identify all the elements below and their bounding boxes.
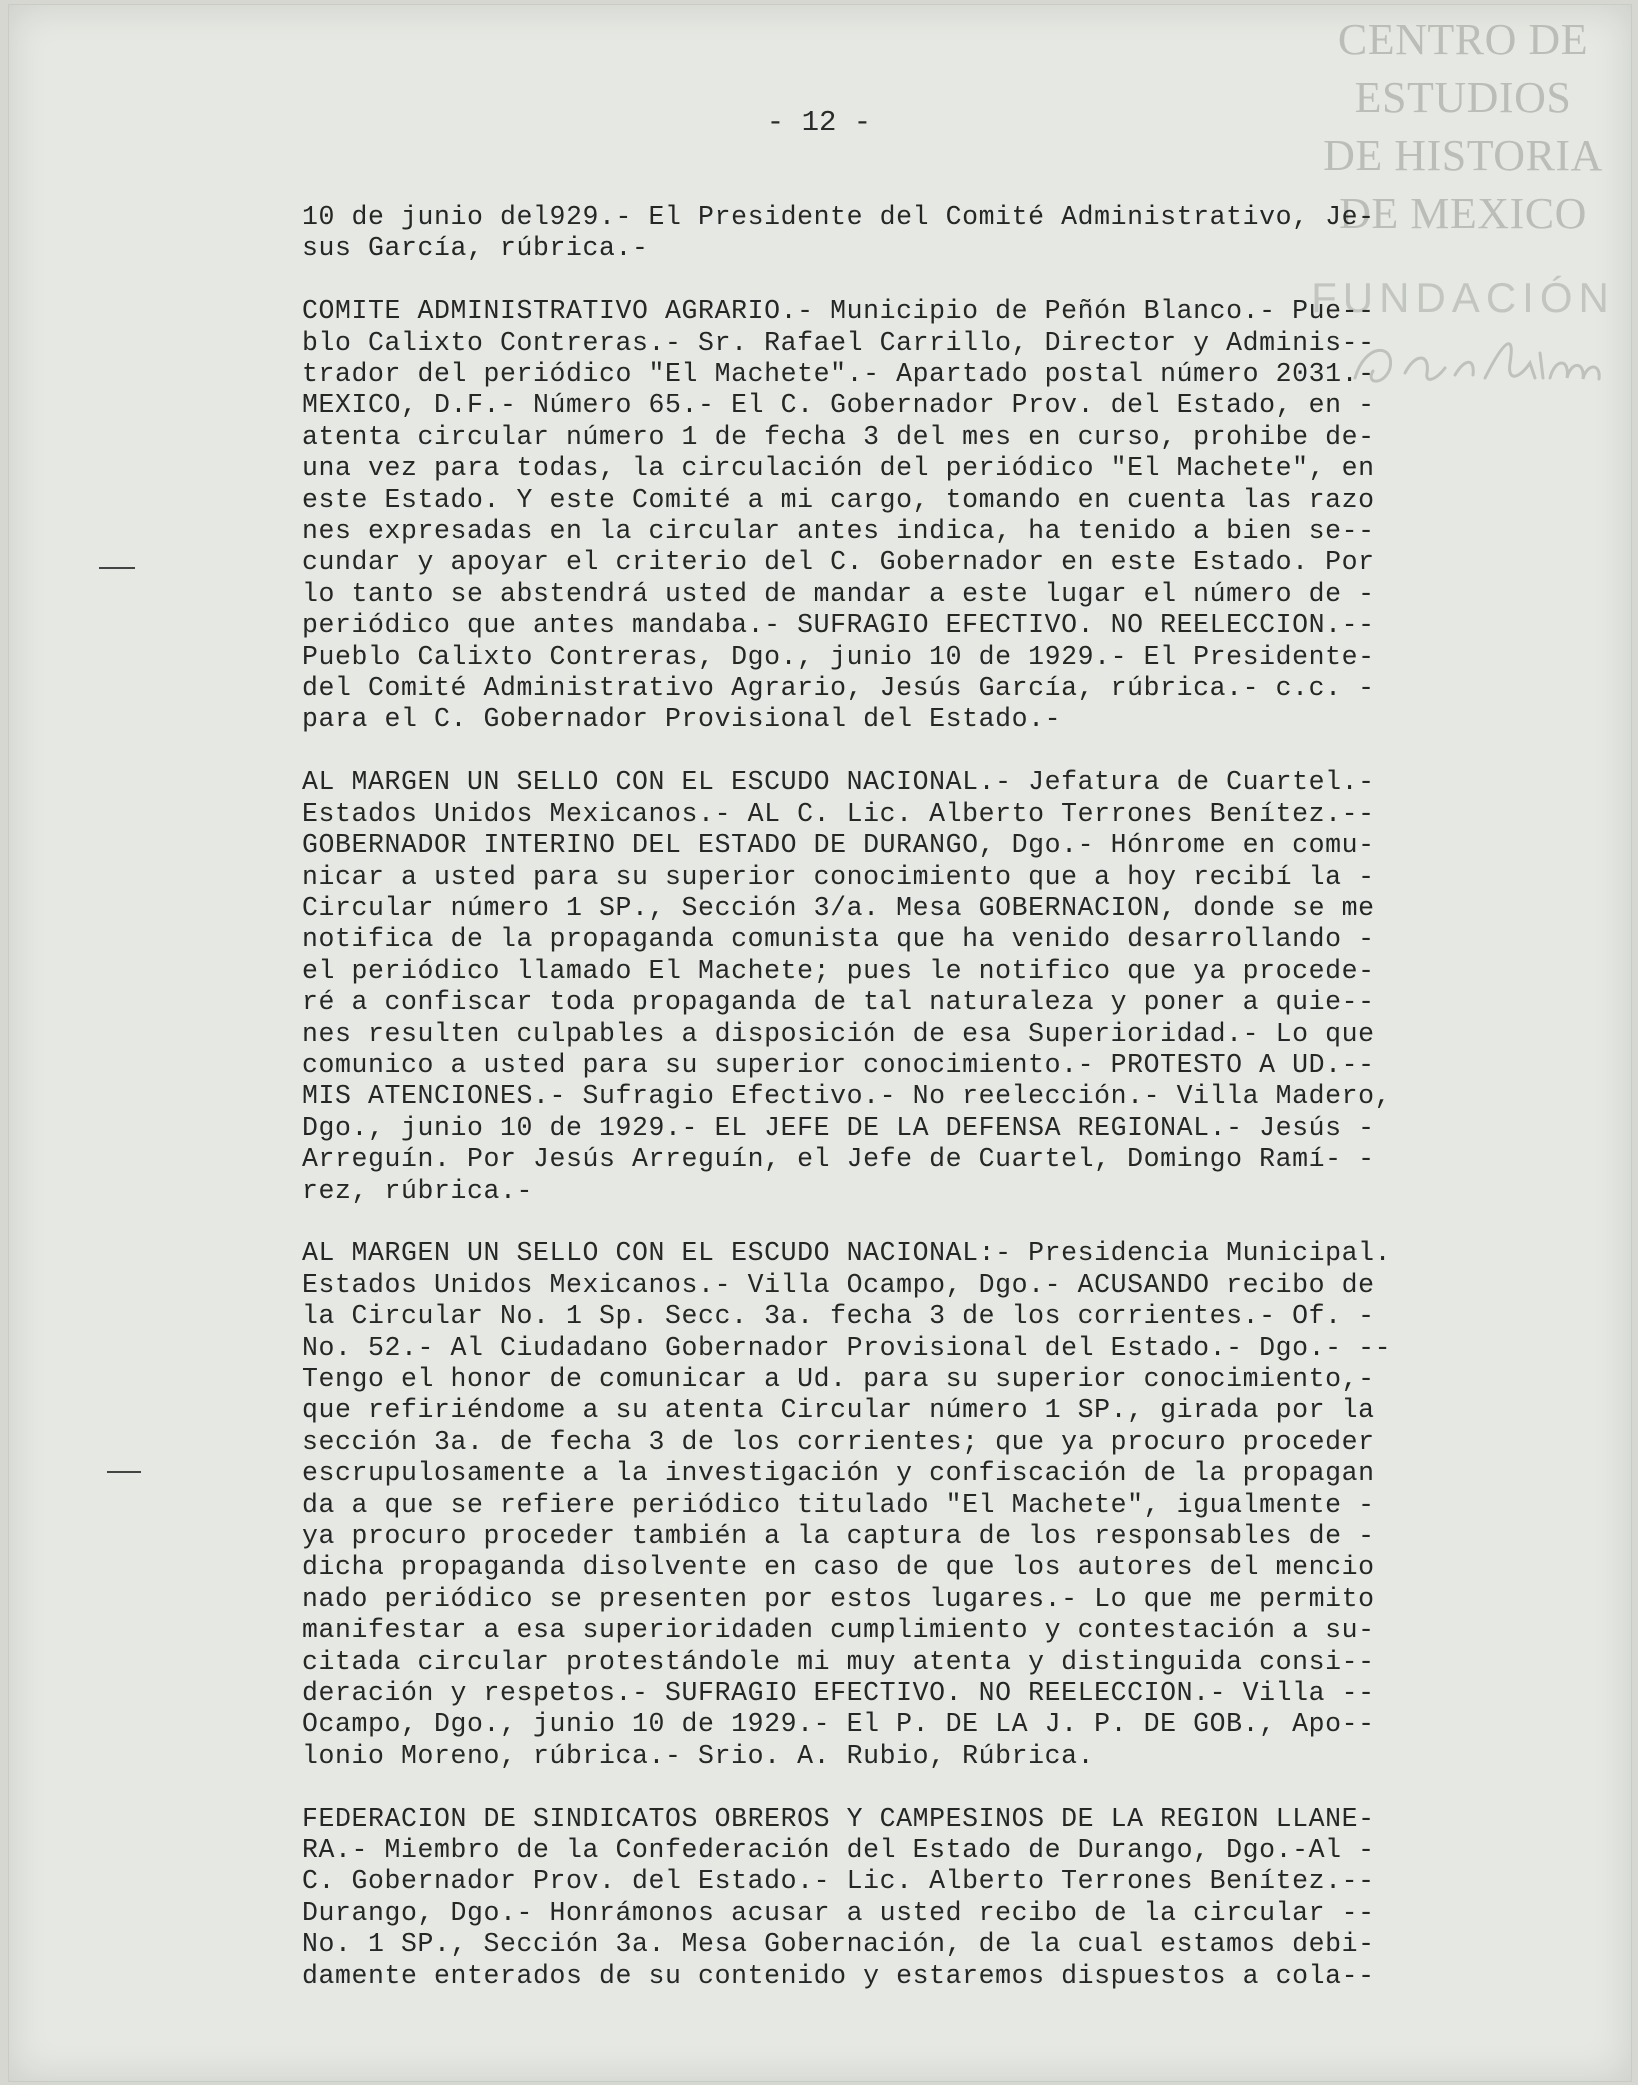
- text-line: blo Calixto Contreras.- Sr. Rafael Carrillo, Director y Adminis--: [302, 327, 1375, 358]
- watermark-line: DE MEXICO: [1339, 189, 1587, 238]
- text-line: Estados Unidos Mexicanos.- Villa Ocampo, Dgo.- ACUSANDO recibo de: [302, 1269, 1375, 1300]
- text-line: dicha propaganda disolvente en caso de que los autores del mencio: [302, 1552, 1375, 1583]
- text-line: Dgo., junio 10 de 1929.- EL JEFE DE LA DEFENSA REGIONAL.- Jesús -: [302, 1112, 1375, 1143]
- text-line: nado periódico se presenten por estos lugares.- Lo que me permito: [302, 1583, 1375, 1614]
- text-line: Tengo el honor de comunicar a Ud. para su superior conocimiento,-: [302, 1363, 1375, 1394]
- text-line: FEDERACION DE SINDICATOS OBREROS Y CAMPESINOS DE LA REGION LLANE-: [302, 1803, 1375, 1834]
- text-line: citada circular protestándole mi muy atenta y distinguida consi--: [302, 1646, 1375, 1677]
- text-line: sección 3a. de fecha 3 de los corrientes; que ya procuro proceder: [302, 1426, 1375, 1457]
- text-line: MIS ATENCIONES.- Sufragio Efectivo.- No reelección.- Villa Madero,: [302, 1081, 1392, 1112]
- text-line: del Comité Administrativo Agrario, Jesús García, rúbrica.- c.c. -: [302, 673, 1375, 704]
- text-line: nes expresadas en la circular antes indica, ha tenido a bien se--: [302, 516, 1375, 547]
- text-line: da a que se refiere periódico titulado "El Machete", igualmente -: [302, 1489, 1375, 1520]
- text-line: Estados Unidos Mexicanos.- AL C. Lic. Alberto Terrones Benítez.--: [302, 798, 1375, 829]
- paragraph-jefatura-cuartel: [302, 767, 1592, 1207]
- text-line: Durango, Dgo.- Honrámonos acusar a usted recibo de la circular --: [302, 1897, 1375, 1928]
- text-line: Ocampo, Dgo., junio 10 de 1929.- El P. DE LA J. P. DE GOB., Apo--: [302, 1709, 1375, 1740]
- text-line: Arreguín. Por Jesús Arreguín, el Jefe de Cuartel, Domingo Ramí- -: [302, 1144, 1375, 1175]
- text-line: 10 de junio del929.- El Presidente del Comité Administrativo, Je-: [302, 202, 1375, 232]
- text-line: damente enterados de su contenido y estaremos dispuestos a cola--: [302, 1960, 1375, 1991]
- margin-mark: [107, 1471, 141, 1473]
- text-line: rez, rúbrica.-: [302, 1175, 534, 1206]
- text-line: sus García, rúbrica.-: [302, 233, 649, 264]
- watermark-foundation: FUNDACIÓN: [1311, 274, 1615, 321]
- text-line: nes resulten culpables a disposición de esa Superioridad.- Lo que: [302, 1018, 1375, 1049]
- text-line: AL MARGEN UN SELLO CON EL ESCUDO NACIONAL.- Jefatura de Cuartel.-: [302, 767, 1375, 798]
- text-line: MEXICO, D.F.- Número 65.- El C. Gobernador Prov. del Estado, en -: [302, 390, 1375, 421]
- text-line: No. 1 SP., Sección 3a. Mesa Gobernación, de la cual estamos debi-: [302, 1929, 1375, 1960]
- text-line: una vez para todas, la circulación del periódico "El Machete", en: [302, 453, 1375, 484]
- text-line: trador del periódico "El Machete".- Apartado postal número 2031.-: [302, 359, 1375, 390]
- paragraph-federacion-sindicatos: [302, 1804, 1592, 1992]
- watermark-line: CENTRO DE: [1337, 15, 1589, 64]
- text-line: que refiriéndome a su atenta Circular número 1 SP., girada por la: [302, 1395, 1375, 1426]
- text-line: cundar y apoyar el criterio del C. Gobernador en este Estado. Por: [302, 547, 1375, 578]
- text-line: comunico a usted para su superior conocimiento.- PROTESTO A UD.--: [302, 1049, 1375, 1080]
- text-line: periódico que antes mandaba.- SUFRAGIO EFECTIVO. NO REELECCION.--: [302, 610, 1375, 641]
- text-line: lonio Moreno, rúbrica.- Srio. A. Rubio, Rúbrica.: [302, 1740, 1095, 1771]
- text-line: escrupulosamente a la investigación y confiscación de la propagan: [302, 1458, 1375, 1489]
- text-line: el periódico llamado El Machete; pues le notifico que ya procede-: [302, 955, 1375, 986]
- paragraph-closing-signature: [302, 202, 1592, 265]
- text-line: para el C. Gobernador Provisional del Estado.-: [302, 704, 1062, 735]
- text-line: ré a confiscar toda propaganda de tal naturaleza y poner a quie--: [302, 987, 1375, 1018]
- text-line: C. Gobernador Prov. del Estado.- Lic. Alberto Terrones Benítez.--: [302, 1866, 1375, 1897]
- text-line: Pueblo Calixto Contreras, Dgo., junio 10 de 1929.- El Presidente-: [302, 641, 1375, 672]
- text-line: AL MARGEN UN SELLO CON EL ESCUDO NACIONAL:- Presidencia Municipal.: [302, 1238, 1392, 1269]
- paragraph-comite-agrario: [302, 296, 1592, 736]
- text-line: ya procuro proceder también a la captura de los responsables de -: [302, 1521, 1375, 1552]
- text-line: atenta circular número 1 de fecha 3 del mes en curso, prohibe de-: [302, 421, 1375, 452]
- text-line: deración y respetos.- SUFRAGIO EFECTIVO. NO REELECCION.- Villa --: [302, 1678, 1375, 1709]
- text-line: GOBERNADOR INTERINO DEL ESTADO DE DURANGO, Dgo.- Hónrome en comu-: [302, 830, 1375, 861]
- margin-mark: [99, 567, 135, 569]
- text-line: notifica de la propaganda comunista que ha venido desarrollando -: [302, 924, 1375, 955]
- text-line: nicar a usted para su superior conocimiento que a hoy recibí la -: [302, 861, 1375, 892]
- document-body: [302, 202, 1592, 2023]
- watermark-line: ESTUDIOS: [1354, 73, 1572, 122]
- paragraph-presidencia-municipal: [302, 1238, 1592, 1772]
- text-line: lo tanto se abstendrá usted de mandar a este lugar el número de -: [302, 578, 1375, 609]
- watermark-line: DE HISTORIA: [1323, 131, 1603, 180]
- text-line: No. 52.- Al Ciudadano Gobernador Provisional del Estado.- Dgo.- --: [302, 1332, 1392, 1363]
- page-number: - 12 -: [766, 106, 872, 139]
- text-line: Circular número 1 SP., Sección 3/a. Mesa GOBERNACION, donde se me: [302, 892, 1375, 923]
- text-line: RA.- Miembro de la Confederación del Estado de Durango, Dgo.-Al -: [302, 1835, 1375, 1866]
- text-line: la Circular No. 1 Sp. Secc. 3a. fecha 3 de los corrientes.- Of. -: [302, 1301, 1375, 1332]
- text-line: COMITE ADMINISTRATIVO AGRARIO.- Municipio de Peñón Blanco.- Pue--: [302, 296, 1375, 327]
- text-line: manifestar a esa superioridaden cumplimiento y contestación a su-: [302, 1615, 1375, 1646]
- text-line: este Estado. Y este Comité a mi cargo, tomando en cuenta las razo: [302, 484, 1375, 515]
